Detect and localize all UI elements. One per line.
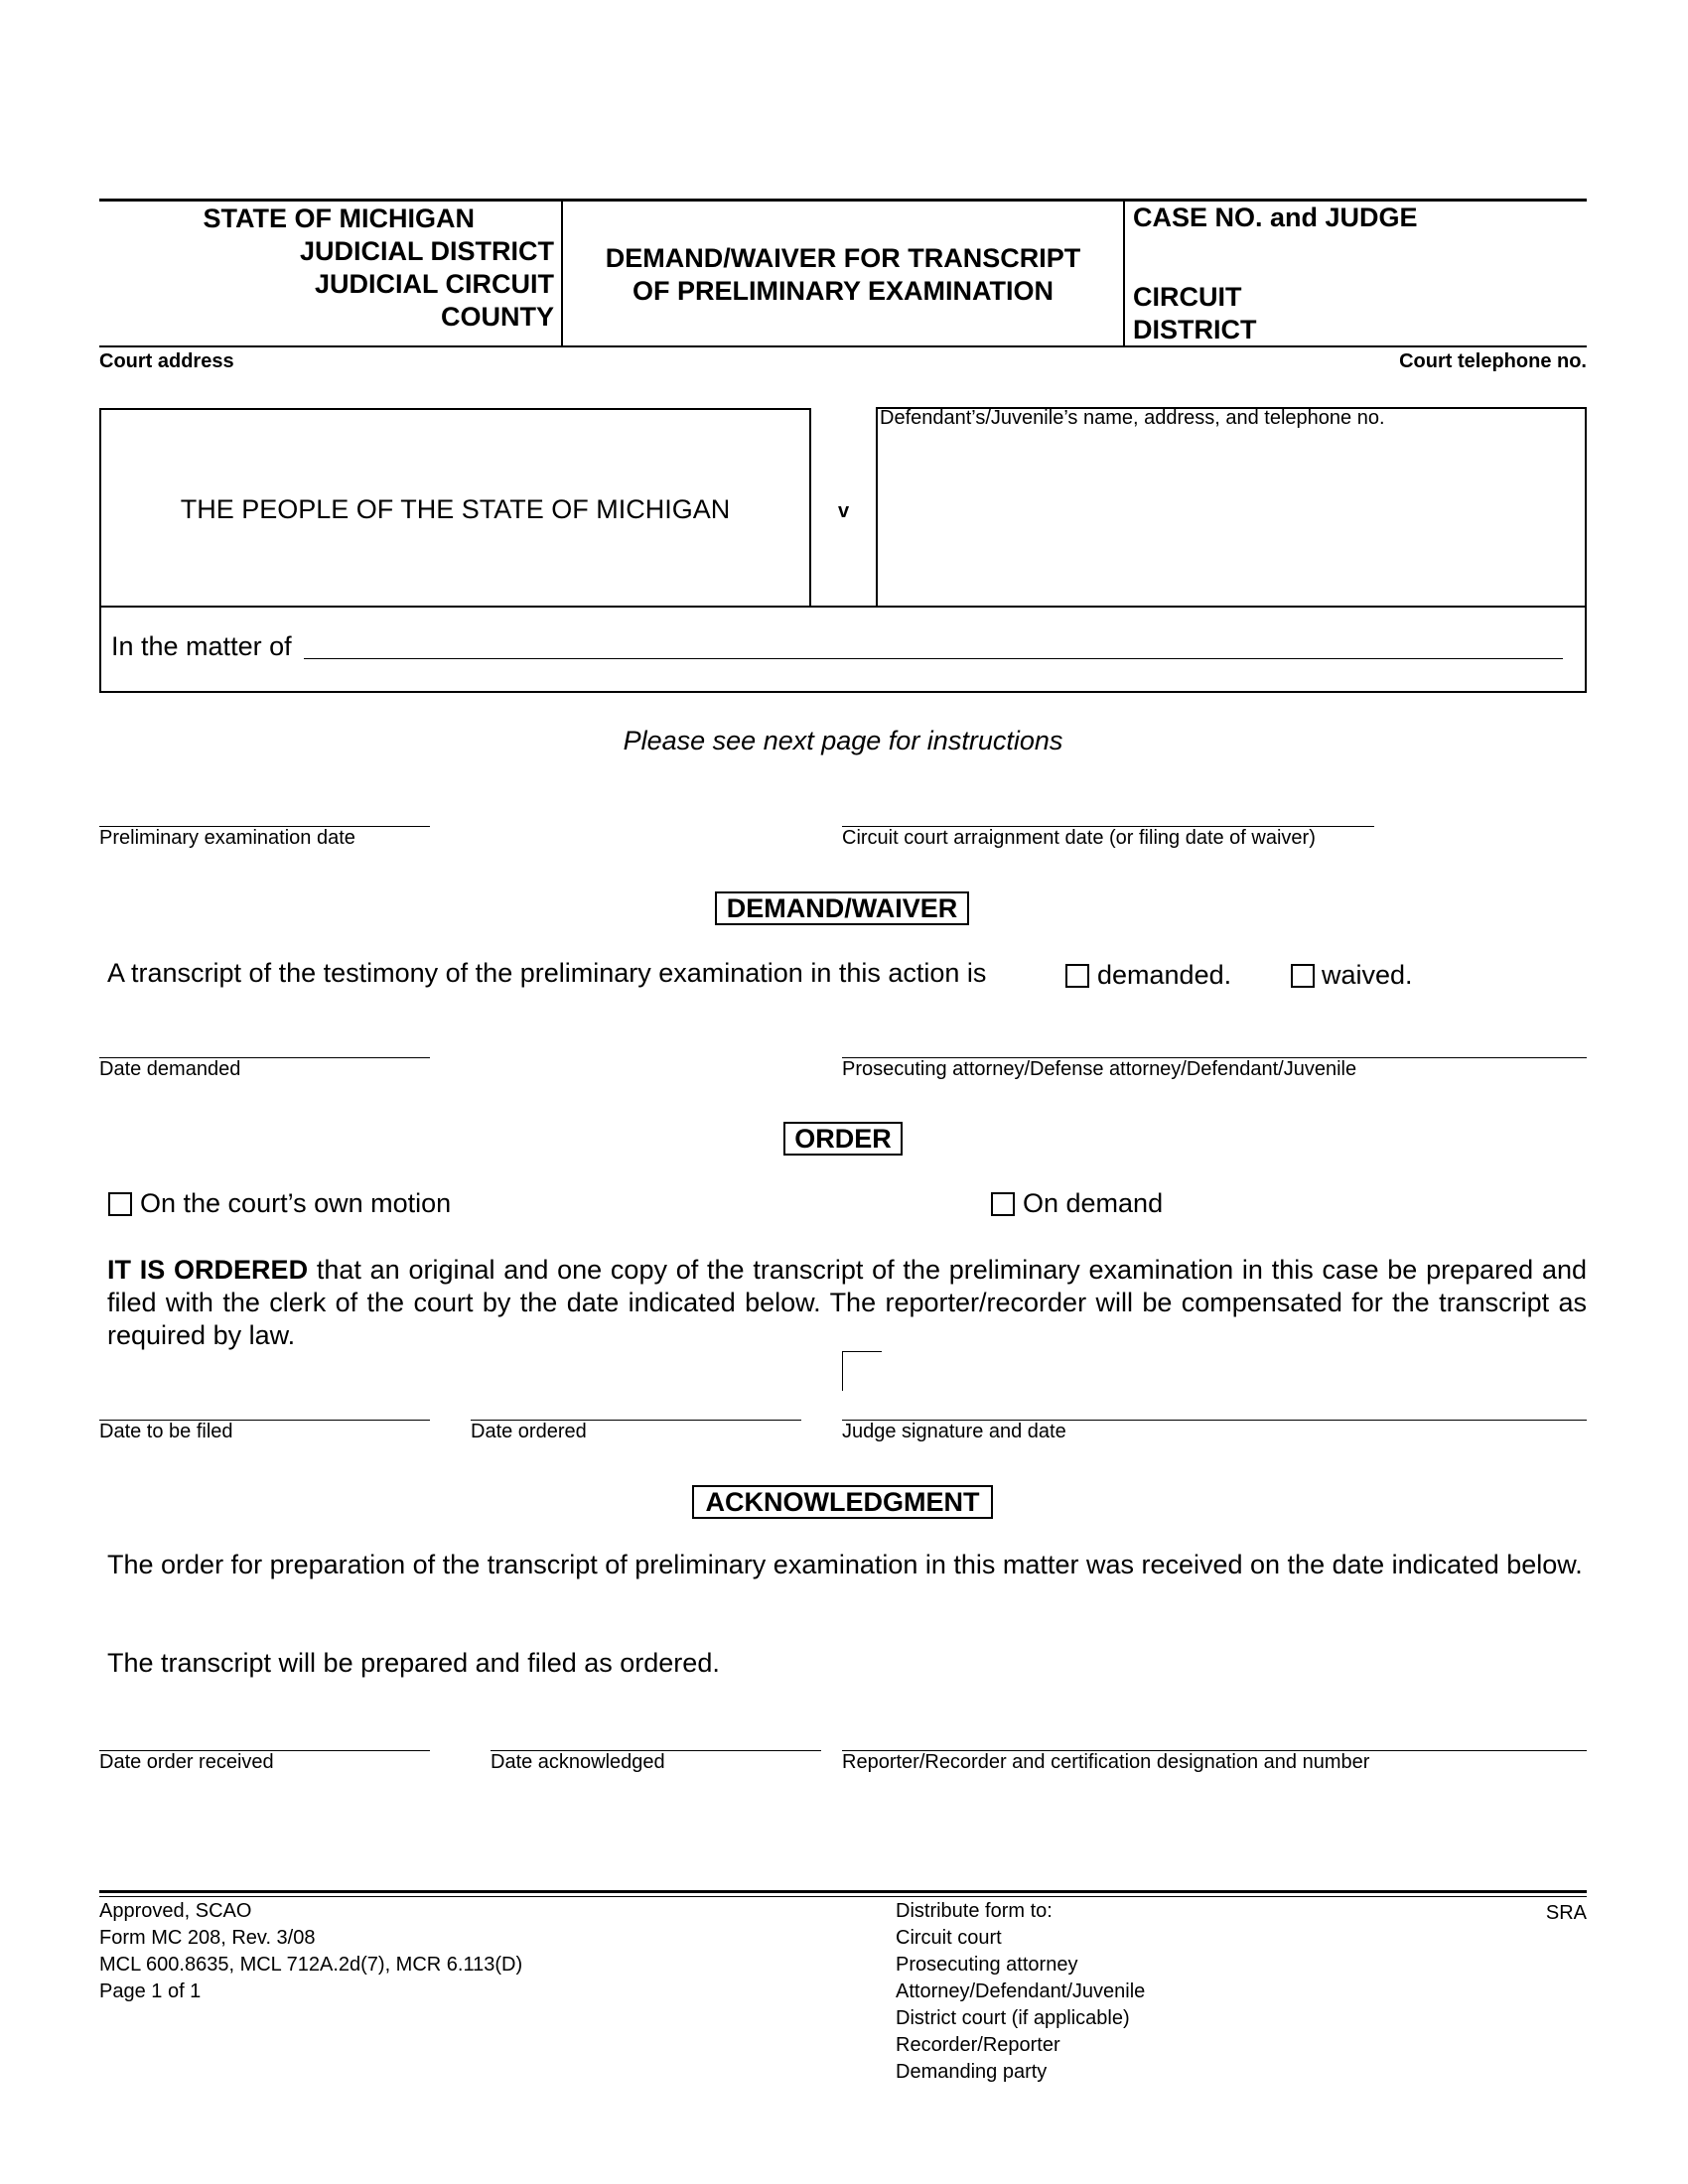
distribute-list <box>896 1898 1145 2086</box>
waived-label: waived. <box>1322 960 1413 990</box>
judicial-circuit-label: JUDICIAL CIRCUIT <box>314 269 554 299</box>
case-number-label: CASE NO. and JUDGE <box>1133 203 1418 232</box>
judge-seal-bracket-h <box>842 1351 882 1352</box>
form-title <box>563 242 1123 308</box>
distribute-item: Demanding party <box>896 2061 1048 2083</box>
defendant-label: Defendant’s/Juvenile’s name, address, and telephone no. <box>880 407 1385 429</box>
footer-rule-2 <box>99 1896 1587 1897</box>
county-label: COUNTY <box>441 302 554 332</box>
date-ordered-label: Date ordered <box>471 1421 587 1442</box>
distribute-item: District court (if applicable) <box>896 2007 1130 2029</box>
judge-seal-bracket-v <box>842 1351 843 1391</box>
form-title-line2: OF PRELIMINARY EXAMINATION <box>632 276 1054 306</box>
instructions-note: Please see next page for instructions <box>623 726 1063 755</box>
date-acknowledged-label: Date acknowledged <box>491 1751 665 1773</box>
matter-input-line[interactable] <box>304 658 1563 659</box>
waived-checkbox[interactable] <box>1291 964 1315 988</box>
date-to-file-label: Date to be filed <box>99 1421 233 1442</box>
ack-paragraph-1: The order for preparation of the transcript of preliminary examination in this matter was received on the date indicated below. <box>107 1550 1583 1579</box>
ack-paragraph-2: The transcript will be prepared and filed as ordered. <box>107 1648 720 1678</box>
defendant-box[interactable] <box>876 407 1587 608</box>
header-bottom-rule <box>99 345 1587 347</box>
demand-waiver-heading: DEMAND/WAIVER <box>715 891 969 925</box>
circuit-label: CIRCUIT <box>1133 282 1242 312</box>
demanded-label: demanded. <box>1097 960 1232 990</box>
sra-label: SRA <box>1545 1902 1587 1924</box>
judge-signature-label: Judge signature and date <box>842 1421 1066 1442</box>
people-label: THE PEOPLE OF THE STATE OF MICHIGAN <box>180 494 731 524</box>
state-label: STATE OF MICHIGAN <box>203 204 475 233</box>
versus-label: v <box>837 500 850 522</box>
district-label: DISTRICT <box>1133 315 1257 344</box>
header-divider-right <box>1123 199 1125 347</box>
demand-statement: A transcript of the testimony of the preliminary examination in this action is <box>107 958 987 988</box>
court-telephone-label: Court telephone no. <box>1399 350 1587 372</box>
reporter-label: Reporter/Recorder and certification designation and number <box>842 1751 1370 1773</box>
form-title-line1: DEMAND/WAIVER FOR TRANSCRIPT <box>605 243 1081 273</box>
on-demand-label: On demand <box>1023 1188 1164 1218</box>
judicial-district-label: JUDICIAL DISTRICT <box>299 236 554 266</box>
footer-rule-1 <box>99 1890 1587 1893</box>
acknowledgment-heading: ACKNOWLEDGMENT <box>692 1485 993 1519</box>
date-demanded-label: Date demanded <box>99 1058 241 1080</box>
mcl-reference: MCL 600.8635, MCL 712A.2d(7), MCR 6.113(D) <box>99 1954 523 1976</box>
matter-label: In the matter of <box>111 631 292 661</box>
distribute-label: Distribute form to: <box>896 1900 1053 1922</box>
distribute-item: Prosecuting attorney <box>896 1954 1078 1976</box>
court-name-block <box>99 203 554 334</box>
own-motion-label: On the court’s own motion <box>140 1188 452 1218</box>
demanded-checkbox[interactable] <box>1065 964 1089 988</box>
footer-left <box>99 1898 522 2005</box>
own-motion-checkbox[interactable] <box>108 1192 132 1216</box>
order-lead: IT IS ORDERED <box>107 1255 309 1285</box>
on-demand-checkbox[interactable] <box>991 1192 1015 1216</box>
date-received-label: Date order received <box>99 1751 274 1773</box>
order-paragraph <box>107 1254 1587 1352</box>
court-address-label: Court address <box>99 350 234 372</box>
approved-text: Approved, SCAO <box>99 1900 252 1922</box>
distribute-item: Attorney/Defendant/Juvenile <box>896 1980 1146 2002</box>
page-number: Page 1 of 1 <box>99 1980 202 2002</box>
prelim-date-label: Preliminary examination date <box>99 827 355 849</box>
order-heading: ORDER <box>783 1122 903 1156</box>
distribute-item: Recorder/Reporter <box>896 2034 1060 2056</box>
matter-box <box>99 606 1587 693</box>
demand-signer-label: Prosecuting attorney/Defense attorney/Defendant/Juvenile <box>842 1058 1357 1080</box>
arraignment-date-label: Circuit court arraignment date (or filing date of waiver) <box>842 827 1316 849</box>
distribute-item: Circuit court <box>896 1927 1002 1949</box>
header-top-rule <box>99 199 1587 202</box>
order-body: that an original and one copy of the transcript of the preliminary examination in this case be prepared and filed with the clerk of the court by the date indicated below. The reporter/recorder will be compensated for the transcript as required by law. <box>107 1255 1587 1350</box>
form-number: Form MC 208, Rev. 3/08 <box>99 1927 316 1949</box>
